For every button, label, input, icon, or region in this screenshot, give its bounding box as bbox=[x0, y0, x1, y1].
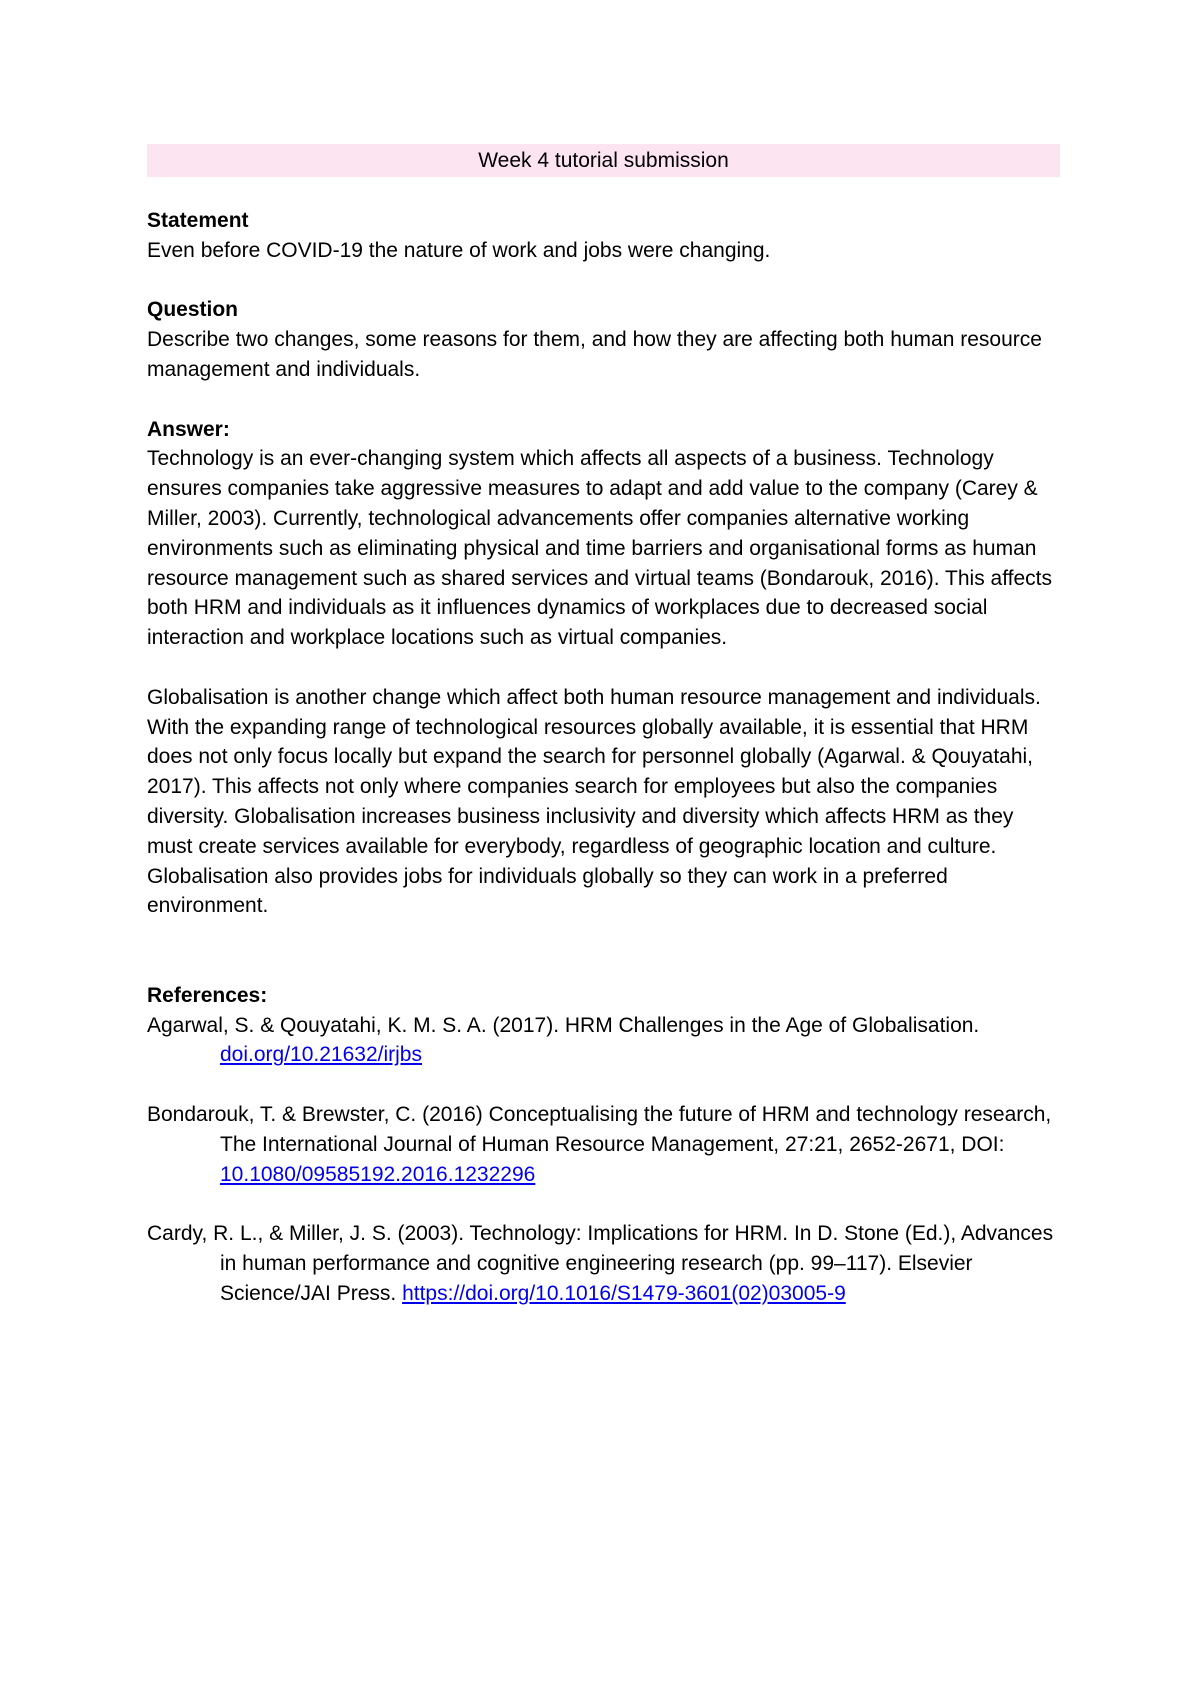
question-text: Describe two changes, some reasons for them, and how they are affecting both human resource management and individuals. bbox=[147, 328, 1042, 381]
statement-heading: Statement bbox=[147, 209, 249, 232]
reference-item bbox=[147, 1011, 1060, 1071]
reference-link[interactable]: doi.org/10.21632/irjbs bbox=[220, 1043, 422, 1067]
answer-section bbox=[147, 415, 1060, 922]
statement-section bbox=[147, 206, 1060, 266]
reference-text: Agarwal, S. & Qouyatahi, K. M. S. A. (2017). HRM Challenges in the Age of Globalisation. bbox=[147, 1013, 980, 1037]
answer-paragraph-globalisation: Globalisation is another change which affect both human resource management and individuals. With the expanding range of technological resources globally available, it is essential that HRM does not only focus locally but expand the search for personnel globally (Agarwal. & Qouyatahi, 2017). This affects not only where companies search for employees but also the companies diversity. Globalisation increases business inclusivity and diversity which affects HRM as they must create services available for everybody, regardless of geographic location and culture. Globalisation also provides jobs for individuals globally so they can work in a preferred environment. bbox=[147, 685, 1041, 918]
question-heading: Question bbox=[147, 298, 239, 322]
references-section bbox=[147, 981, 1060, 1309]
document-page bbox=[147, 144, 1060, 1338]
answer-paragraph-technology: Technology is an ever-changing system which affects all aspects of a business. Technology ensures companies take aggressive measures to adapt and add value to the company (Carey & Miller, 2003). Currently, technological advancements offer companies alternative working environments such as eliminating physical and time barriers and organisational forms as human resource management such as shared services and virtual teams (Bondarouk, 2016). This affects both HRM and individuals as it influences dynamics of workplaces due to decreased social interaction and workplace locations such as virtual companies. bbox=[147, 447, 1053, 650]
document-title: Week 4 tutorial submission bbox=[147, 144, 1060, 177]
reference-link[interactable]: https://doi.org/10.1016/S1479-3601(02)03005-9 bbox=[402, 1281, 846, 1305]
answer-heading: Answer: bbox=[147, 417, 230, 441]
reference-text: Bondarouk, T. & Brewster, C. (2016) Conceptualising the future of HRM and technology research, The International Journal of Human Resource Management, 27:21, 2652-2671, DOI: bbox=[147, 1102, 1052, 1156]
question-section bbox=[147, 295, 1060, 384]
reference-text: Cardy, R. L., & Miller, J. S. (2003). Technology: Implications for HRM. In D. Stone (Ed.), Advances in human performance and cognitive engineering research (pp. 99–117). Elsevier Science/JAI Press. bbox=[147, 1222, 1054, 1305]
references-heading: References: bbox=[147, 983, 268, 1007]
reference-item bbox=[147, 1219, 1060, 1308]
statement-text: Even before COVID-19 the nature of work and jobs were changing. bbox=[147, 238, 771, 262]
reference-item bbox=[147, 1100, 1060, 1189]
reference-link[interactable]: 10.1080/09585192.2016.1232296 bbox=[220, 1162, 536, 1186]
